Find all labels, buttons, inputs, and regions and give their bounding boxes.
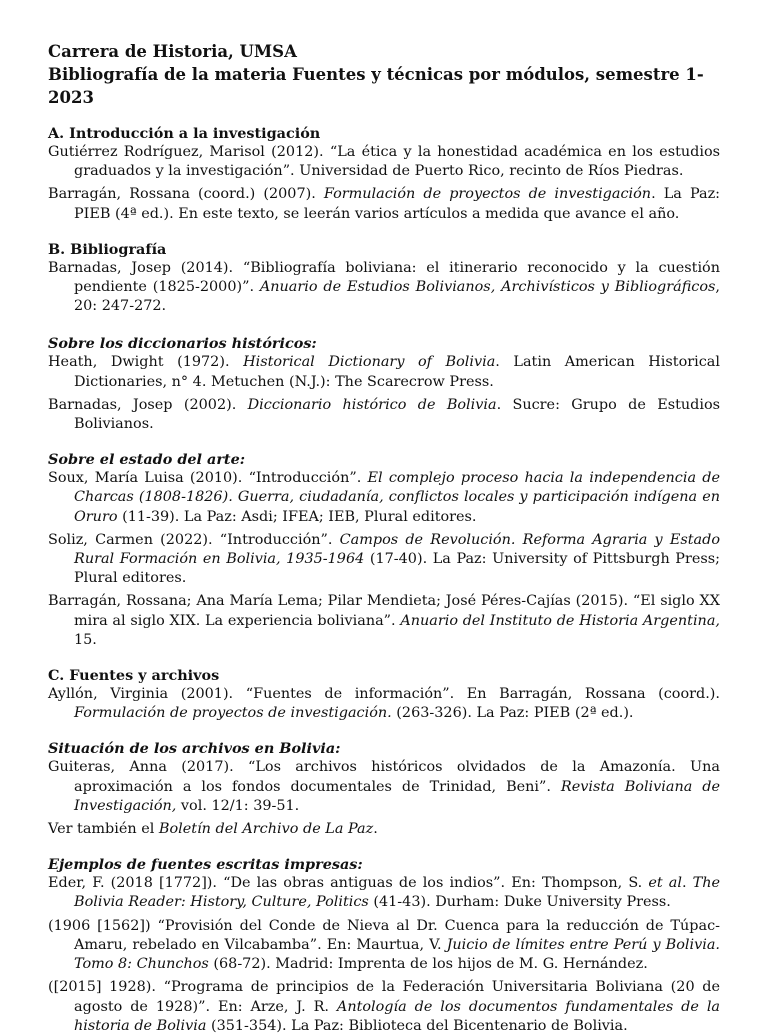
- subsection-archives-heading: Situación de los archivos en Bolivia:: [48, 740, 341, 758]
- entry-italic-title: Formulación de proyectos de investigación: [323, 186, 652, 203]
- subsection-dictionaries-heading: Sobre los diccionarios históricos:: [48, 335, 317, 353]
- bibliography-entry: [48, 143, 720, 181]
- entry-text: (41-43). Durham: Duke University Press.: [368, 894, 671, 911]
- entry-text: vol. 12/1: 39-51.: [176, 797, 300, 814]
- entry-text: . La Paz: PIEB (4ª ed.). En este texto, se leerán varios artículos a medida que avance el año.: [74, 186, 721, 222]
- section-b-heading: B. Bibliografía: [48, 240, 167, 258]
- section-c-heading: C. Fuentes y archivos: [48, 667, 220, 685]
- section-a-heading: A. Introducción a la investigación: [48, 125, 321, 142]
- section-c-entries: [48, 685, 720, 723]
- entry-text: . Sucre: Grupo de Estudios Bolivianos.: [74, 396, 721, 433]
- entry-text: Barnadas, Josep (2002).: [48, 396, 248, 413]
- subsection-state-of-art-entries: [48, 469, 720, 650]
- bibliography-entry: [48, 978, 720, 1036]
- entry-italic-title: The Bolivia Reader: History, Culture, Politics: [74, 875, 721, 911]
- entry-text: . Latin American Historical Dictionaries, n° 4. Metuchen (N.J.): The Scarecrow Press.: [74, 354, 720, 390]
- entry-italic-title: Antología de los documentos fundamentales de la historia de Bolivia: [74, 998, 720, 1034]
- bibliography-entry: [48, 531, 720, 589]
- entry-text: .: [681, 875, 693, 892]
- bibliography-entry: [48, 685, 720, 723]
- bibliography-entry: [48, 917, 720, 975]
- entry-text: Barragán, Rossana; Ana María Lema; Pilar Mendieta; José Péres-Cajías (2015). “El siglo XX mira al siglo XIX. La experiencia boliviana”.: [48, 593, 720, 629]
- subsection-archives-entries: [48, 758, 720, 839]
- entry-italic-title: Juicio de límites entre Perú y Bolivia. Tomo 8: Chunchos: [74, 936, 720, 973]
- subsection-dictionaries-entries: [48, 353, 720, 434]
- bibliography-entry: [48, 259, 720, 317]
- entry-italic-title: Revista Boliviana de Investigación,: [74, 778, 720, 814]
- bibliography-entry: [48, 874, 720, 912]
- document-institution-title: Carrera de Historia, UMSA: [48, 42, 297, 61]
- entry-text: (263-326). La Paz: PIEB (2ª ed.).: [391, 705, 634, 722]
- subsection-printed-sources-heading: Ejemplos de fuentes escritas impresas:: [48, 856, 363, 874]
- section-b-entries: [48, 259, 720, 317]
- entry-italic-title: et al: [648, 875, 682, 892]
- bibliography-entry: [48, 469, 720, 527]
- entry-text: (68-72). Madrid: Imprenta de los hijos de M. G. Hernández.: [208, 956, 648, 973]
- entry-italic-title: Campos de Revolución. Reforma Agraria y Estado Rural Formación en Bolivia, 1935-1964: [74, 531, 720, 568]
- entry-text: .: [373, 821, 378, 838]
- entry-text: Guiteras, Anna (2017). “Los archivos históricos olvidados de la Amazonía. Una aproximación a los fondos documentales de Trinidad, Beni”.: [48, 759, 720, 795]
- entry-text: Barnadas, Josep (2014). “Bibliografía boliviana: el itinerario reconocido y la cuestión pendiente (1825-2000)”.: [48, 259, 720, 296]
- entry-text: , 20: 247-272.: [74, 279, 720, 315]
- bibliography-entry: [48, 353, 720, 391]
- entry-italic-title: Anuario del Instituto de Historia Argentina,: [400, 612, 720, 629]
- entry-text: 15.: [74, 631, 97, 648]
- entry-text: (17-40). La Paz: University of Pittsburgh Press; Plural editores.: [74, 551, 720, 587]
- bibliography-entry: [48, 396, 720, 434]
- section-a-entries: [48, 143, 720, 224]
- entry-italic-title: Historical Dictionary of Bolivia: [243, 354, 496, 371]
- entry-text: Ver también el: [48, 821, 159, 838]
- entry-italic-title: Diccionario histórico de Bolivia: [247, 396, 497, 413]
- entry-text: Eder, F. (2018 [1772]). “De las obras antiguas de los indios”. En: Thompson, S.: [48, 875, 649, 892]
- entry-text: (351-354). La Paz: Biblioteca del Bicentenario de Bolivia.: [206, 1017, 628, 1034]
- entry-text: Soliz, Carmen (2022). “Introducción”.: [48, 531, 340, 548]
- entry-italic-title: Anuario de Estudios Bolivianos, Archivísticos y Bibliográficos: [259, 279, 716, 296]
- entry-text: (1906 [1562]) “Provisión del Conde de Nieva al Dr. Cuenca para la reducción de Túpac-Amaru, rebelado en Vilcabamba”. En: Maurtua, V.: [48, 917, 720, 953]
- entry-text: Ayllón, Virginia (2001). “Fuentes de información”. En Barragán, Rossana (coord.).: [48, 686, 720, 703]
- entry-text: ([2015] 1928). “Programa de principios de la Federación Universitaria Boliviana (20 de agosto de 1928)”. En: Arze, J. R.: [48, 979, 720, 1015]
- subsection-printed-sources-entries: [48, 874, 720, 1036]
- entry-text: Gutiérrez Rodríguez, Marisol (2012). “La ética y la honestidad académica en los estudios graduados y la investigación”. Universidad de Puerto Rico, recinto de Ríos Piedras.: [48, 144, 720, 180]
- bibliography-entry: [48, 185, 720, 223]
- subsection-state-of-art-heading: Sobre el estado del arte:: [48, 451, 246, 469]
- document-course-title: Bibliografía de la materia Fuentes y técnicas por módulos, semestre 1-2023: [48, 65, 704, 107]
- entry-italic-title: Formulación de proyectos de investigación.: [74, 705, 392, 722]
- bibliography-entry: [48, 592, 720, 650]
- entry-text: (11-39). La Paz: Asdi; IFEA; IEB, Plural editores.: [117, 508, 477, 525]
- entry-text: Heath, Dwight (1972).: [48, 354, 244, 371]
- entry-italic-title: El complejo proceso hacia la independencia de Charcas (1808-1826). Guerra, ciudadanía, conflictos locales y participación indígena en Oruro: [74, 470, 720, 525]
- entry-text: Barragán, Rossana (coord.) (2007).: [48, 186, 324, 203]
- bibliography-entry: [48, 820, 720, 839]
- entry-text: Soux, María Luisa (2010). “Introducción”.: [48, 470, 368, 487]
- entry-italic-title: Boletín del Archivo de La Paz: [158, 821, 374, 838]
- bibliography-entry: [48, 758, 720, 816]
